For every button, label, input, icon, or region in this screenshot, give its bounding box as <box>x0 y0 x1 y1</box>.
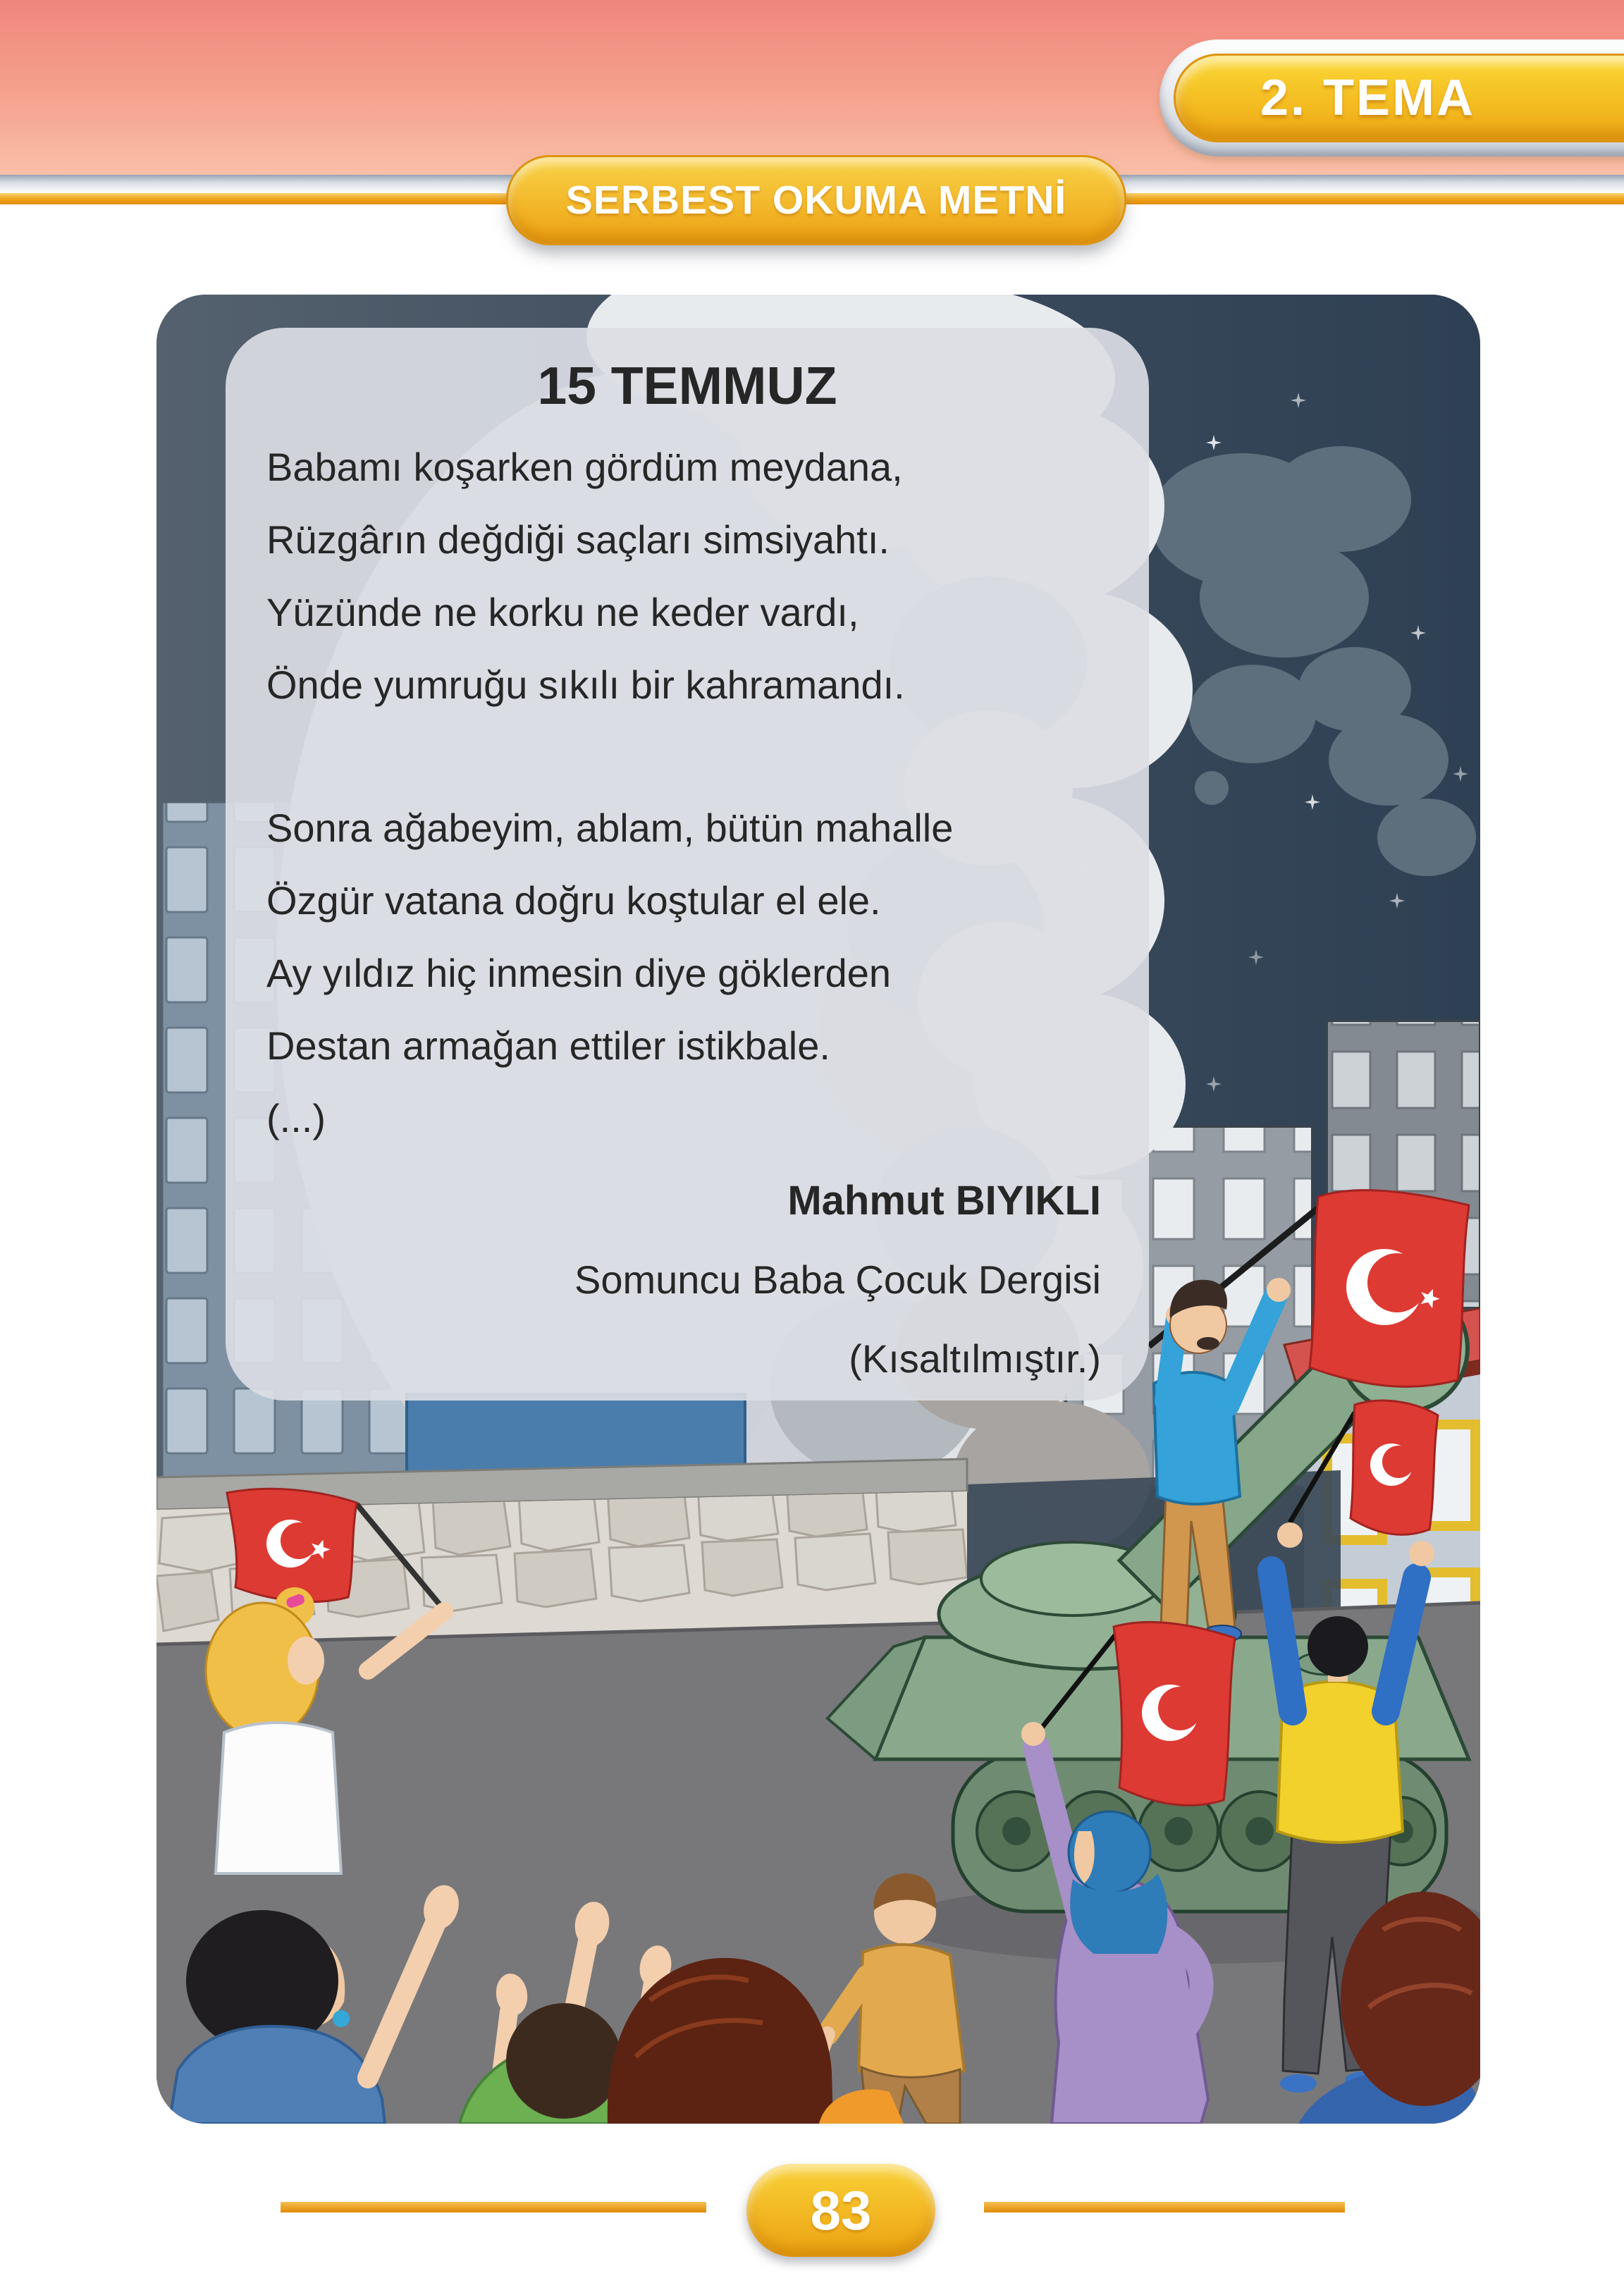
poem-overlay <box>226 328 1149 1401</box>
stanza-gap <box>266 721 1108 792</box>
section-badge <box>506 155 1126 245</box>
poem-line: Ay yıldız hiç inmesin diye göklerden <box>266 951 892 995</box>
page-number: 83 <box>810 2179 872 2241</box>
poem-line: Sonra ağabeyim, ablam, bütün mahalle <box>266 806 954 850</box>
poem-line: Rüzgârın değdiği saçları simsiyahtı. <box>266 517 890 562</box>
blue-building <box>407 1394 745 1474</box>
section-label: SERBEST OKUMA METNİ <box>565 178 1067 223</box>
tema-label: 2. TEMA <box>1260 70 1476 126</box>
poem-author: Mahmut BIYIKLI <box>787 1178 1101 1224</box>
tema-badge <box>1159 39 1624 156</box>
poem-line: Babamı koşarken gördüm meydana, <box>266 445 903 489</box>
page-number-pill <box>746 2164 935 2257</box>
poem-ellipsis: (...) <box>266 1096 326 1140</box>
tema-badge-inner <box>1174 54 1624 142</box>
poem-line: Destan armağan ettiler istikbale. <box>266 1023 830 1068</box>
poem-line: Özgür vatana doğru koştular el ele. <box>266 878 881 923</box>
poem-note: (Kısaltılmıştır.) <box>849 1336 1101 1381</box>
poem-line: Önde yumruğu sıkılı bir kahramandı. <box>266 663 905 707</box>
poem-line: Yüzünde ne korku ne keder vardı, <box>266 590 859 634</box>
author-block <box>266 1162 1108 1398</box>
footer-rule-left <box>281 2202 706 2212</box>
poem-source: Somuncu Baba Çocuk Dergisi <box>574 1257 1101 1302</box>
footer-rule-right <box>984 2202 1345 2212</box>
poem-title: 15 TEMMUZ <box>537 356 837 415</box>
